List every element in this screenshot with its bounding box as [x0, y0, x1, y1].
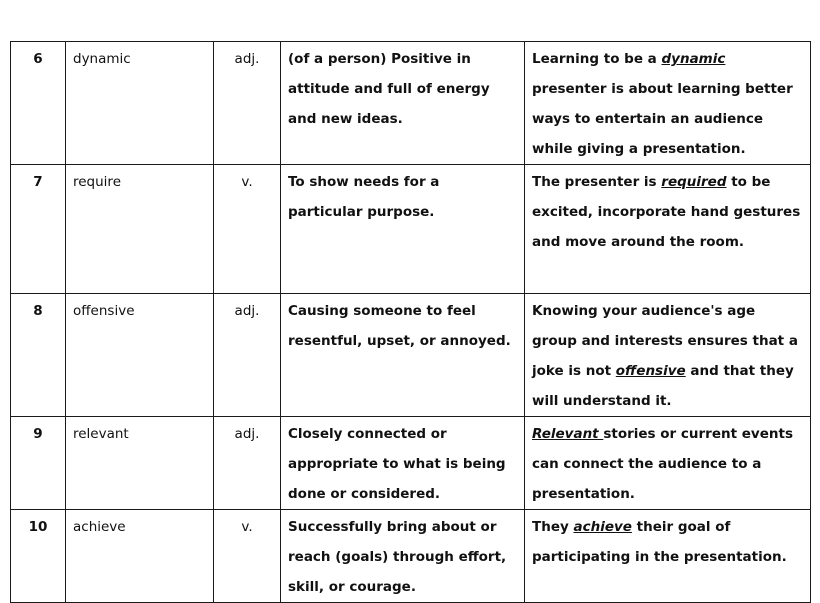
- definition: Causing someone to feel resentful, upset, or annoyed.: [281, 294, 525, 417]
- table-row: [11, 294, 811, 417]
- row-number: 6: [11, 42, 66, 165]
- vocab-word: achieve: [66, 510, 214, 603]
- vocabulary-table: [10, 41, 811, 603]
- row-number: 7: [11, 165, 66, 294]
- example-sentence: [525, 294, 811, 417]
- example-text-before: They: [532, 519, 574, 535]
- vocab-word: dynamic: [66, 42, 214, 165]
- example-text-after: to be excited, incorporate hand gestures and move around the room.: [532, 174, 801, 250]
- definition: Successfully bring about or reach (goals) through effort, skill, or courage.: [281, 510, 525, 603]
- example-text-after: presenter is about learning better ways to entertain an audience while giving a presentation.: [532, 81, 793, 157]
- definition: (of a person) Positive in attitude and full of energy and new ideas.: [281, 42, 525, 165]
- vocab-word: relevant: [66, 417, 214, 510]
- example-text-before: The presenter is: [532, 174, 662, 190]
- example-keyword: offensive: [615, 363, 686, 379]
- table-row: [11, 417, 811, 510]
- row-number: 9: [11, 417, 66, 510]
- example-keyword: required: [661, 174, 727, 190]
- table-row: [11, 510, 811, 603]
- table-row: [11, 165, 811, 294]
- row-number: 8: [11, 294, 66, 417]
- example-sentence: [525, 510, 811, 603]
- example-sentence: [525, 417, 811, 510]
- example-sentence: [525, 42, 811, 165]
- part-of-speech: adj.: [214, 294, 281, 417]
- example-keyword: Relevant: [532, 426, 604, 442]
- example-keyword: achieve: [573, 519, 632, 535]
- example-sentence: [525, 165, 811, 294]
- example-text-after: stories or current events can connect the audience to a presentation.: [532, 426, 793, 502]
- example-text-after: their goal of participating in the presentation.: [532, 519, 787, 565]
- example-text-before: Knowing your audience's age group and interests ensures that a joke is not: [532, 303, 798, 379]
- example-keyword: dynamic: [661, 51, 726, 67]
- part-of-speech: v.: [214, 165, 281, 294]
- example-text-after: and that they will understand it.: [532, 363, 794, 409]
- table-row: [11, 42, 811, 165]
- vocab-word: require: [66, 165, 214, 294]
- part-of-speech: adj.: [214, 417, 281, 510]
- row-number: 10: [11, 510, 66, 603]
- vocab-word: offensive: [66, 294, 214, 417]
- definition: Closely connected or appropriate to what is being done or considered.: [281, 417, 525, 510]
- definition: To show needs for a particular purpose.: [281, 165, 525, 294]
- part-of-speech: v.: [214, 510, 281, 603]
- part-of-speech: adj.: [214, 42, 281, 165]
- example-text-before: Learning to be a: [532, 51, 662, 67]
